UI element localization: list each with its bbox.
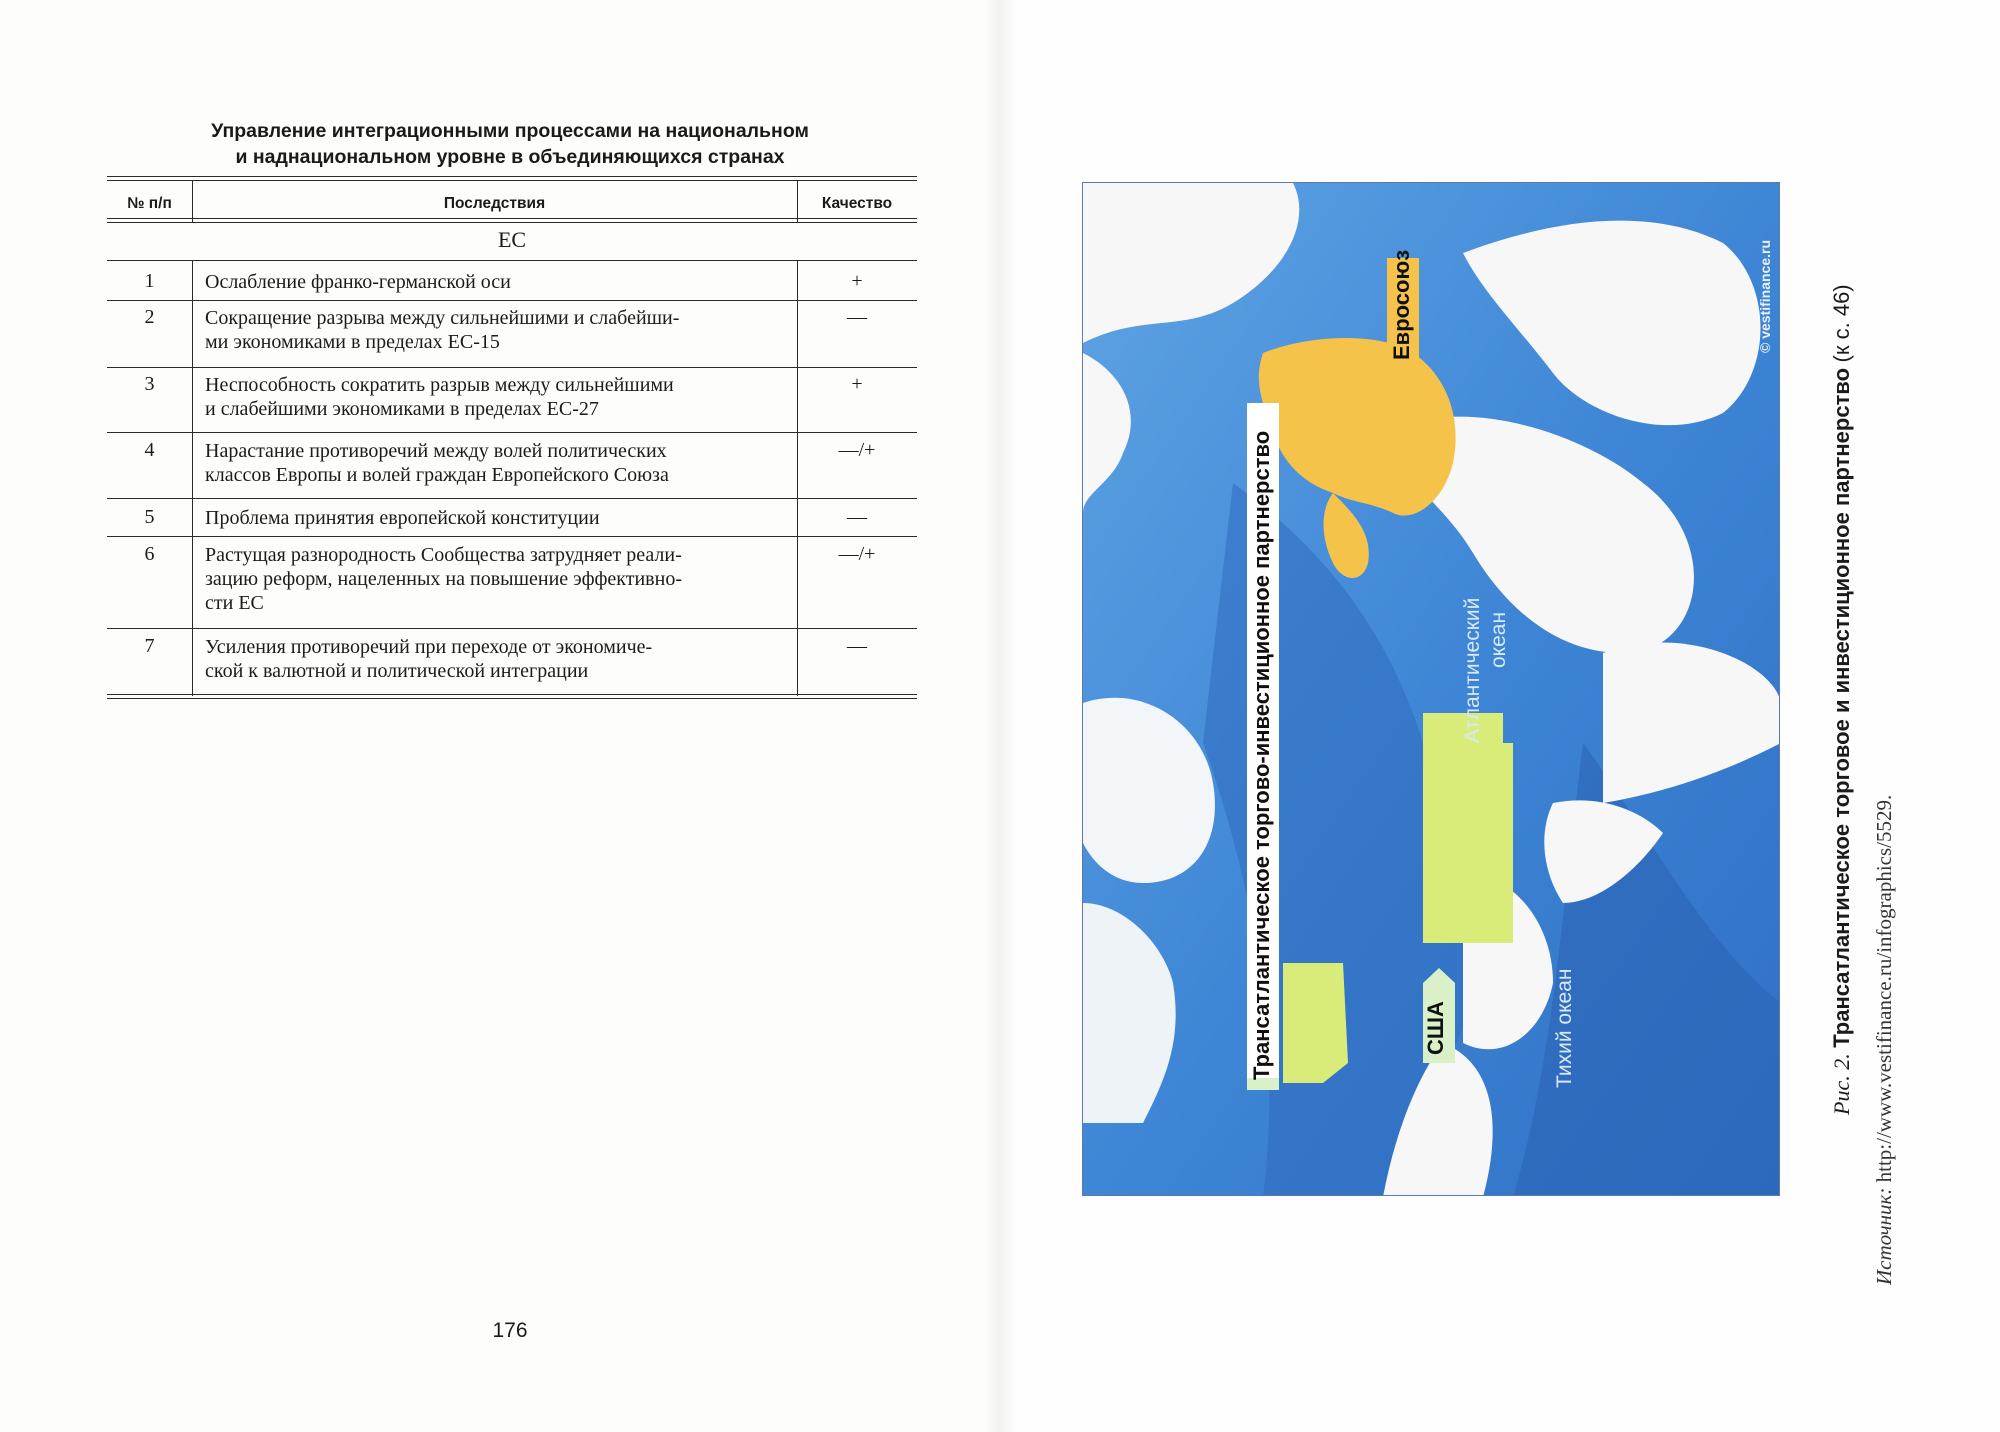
row-number: 7 — [144, 635, 155, 657]
row-mark: + — [851, 270, 863, 292]
table-rule — [107, 367, 917, 368]
row-text-line: Растущая разнородность Сообщества затрудняет реали- — [205, 544, 682, 566]
section-label: ЕС — [497, 227, 527, 252]
row-mark: —/+ — [838, 439, 876, 461]
usa-region — [1283, 963, 1348, 1083]
table-col-rule — [192, 260, 193, 696]
source-url[interactable]: http://www.vestifinance.ru/infographics/5529. — [1872, 794, 1896, 1183]
table-rule — [107, 536, 917, 537]
row-text-line: зацию реформ, нацеленных на повышение эффективно- — [205, 568, 682, 590]
table-rule — [107, 260, 917, 261]
row-text-line: Неспособность сократить разрыв между сильнейшими — [205, 374, 674, 396]
row-mark: — — [847, 306, 867, 328]
row-number: 1 — [144, 270, 155, 292]
row-text-line: сти ЕС — [205, 592, 264, 614]
row-text — [205, 439, 895, 487]
figure-title: Трансатлантическое торговое и инвестиционное партнерство — [1829, 367, 1854, 1048]
table-rule — [107, 498, 917, 499]
table-rule — [107, 180, 917, 181]
row-number: 4 — [144, 439, 155, 461]
row-text-line: Проблема принятия европейской конституции — [205, 507, 600, 529]
row-text-line: Ослабление франко-германской оси — [205, 271, 511, 293]
figure-source — [1870, 795, 1898, 1285]
row-mark: —/+ — [838, 543, 876, 565]
table-rule — [107, 222, 917, 223]
row-text — [205, 306, 895, 354]
row-text-line: Усиления противоречий при переходе от экономиче- — [205, 636, 653, 658]
row-text-line: ской к валютной и политической интеграции — [205, 660, 589, 682]
book-gutter — [985, 0, 1015, 1432]
consequences-table — [107, 176, 917, 701]
table-rule — [107, 432, 917, 433]
table-rule — [107, 300, 917, 301]
figure-caption — [1828, 284, 1856, 1115]
row-mark: — — [847, 635, 867, 657]
row-mark: — — [847, 506, 867, 528]
table-rule — [107, 176, 917, 177]
header-effects: Последствия — [443, 195, 546, 212]
atlantic-label-line-1: Атлантический — [1461, 597, 1484, 743]
partnership-map — [1082, 182, 1780, 1196]
header-quality: Качество — [821, 195, 893, 212]
source-prefix: Источник: — [1872, 1187, 1896, 1285]
row-text-line: Сокращение разрыва между сильнейшими и слабейши- — [205, 307, 680, 329]
pacific-label: Тихий океан — [1553, 968, 1576, 1088]
table-title-line-2: и наднациональном уровне в объединяющихся странах — [235, 146, 785, 168]
usa-region — [1423, 713, 1513, 943]
page-number: 176 — [492, 1319, 528, 1342]
row-mark: + — [851, 373, 863, 395]
row-number: 6 — [144, 543, 155, 565]
figure-ref: (к с. 46) — [1829, 284, 1854, 363]
row-text-line: ми экономиками в пределах ЕС-15 — [205, 331, 500, 353]
row-text-line: и слабейшими экономиками в пределах ЕС-27 — [205, 398, 599, 420]
table-rule — [107, 628, 917, 629]
row-text — [205, 543, 895, 615]
figure-number: Рис. 2. — [1829, 1053, 1854, 1115]
table-rule — [107, 218, 917, 219]
row-text — [205, 506, 725, 530]
partnership-label: Трансатлантическое торгово-инвестиционное партнерство — [1249, 430, 1274, 1080]
row-text-line: классов Европы и волей граждан Европейского Союза — [205, 464, 669, 486]
header-num: № п/п — [127, 195, 172, 212]
row-text-line: Нарастание противоречий между волей политических — [205, 440, 667, 462]
table-rule — [107, 698, 917, 699]
row-number: 2 — [144, 306, 155, 328]
eu-label: Евросоюз — [1389, 249, 1414, 360]
usa-label: США — [1423, 1001, 1448, 1055]
row-text — [205, 373, 895, 421]
atlantic-label-line-2: океан — [1487, 611, 1510, 668]
table-rule — [107, 694, 917, 695]
map-copyright: © vestifinance.ru — [1757, 239, 1773, 353]
table-title — [105, 118, 915, 170]
row-text — [205, 635, 895, 683]
row-number: 5 — [144, 506, 155, 528]
row-number: 3 — [144, 373, 155, 395]
row-text — [205, 270, 685, 294]
table-title-line-1: Управление интеграционными процессами на национальном — [211, 120, 809, 142]
